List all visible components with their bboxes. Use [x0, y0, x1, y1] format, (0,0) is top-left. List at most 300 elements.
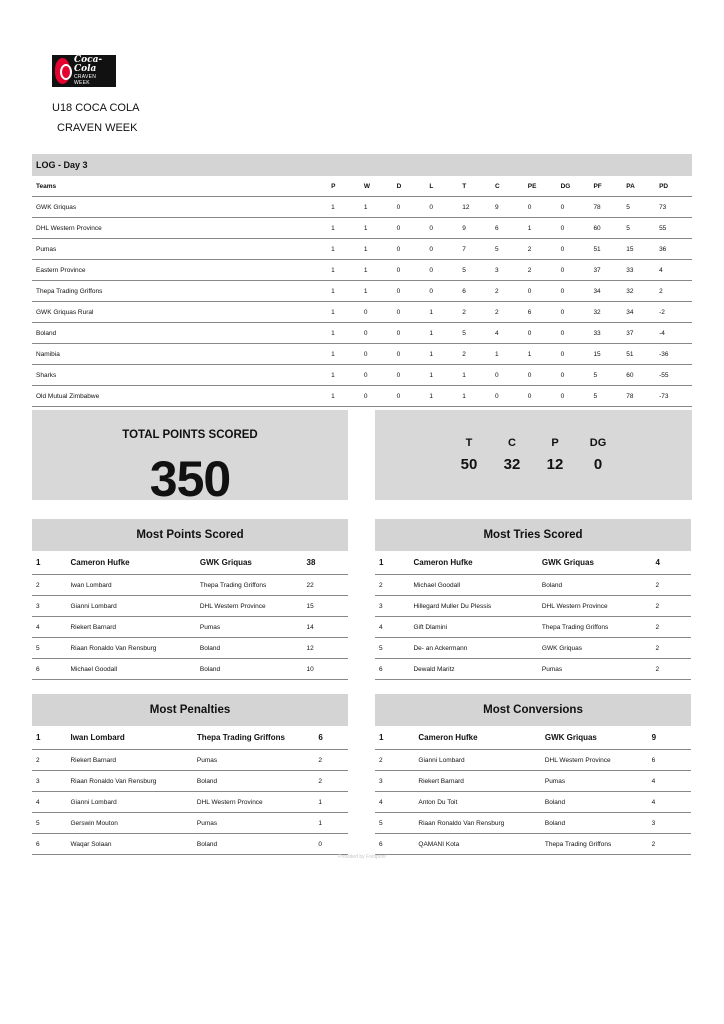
breakdown-drop-goals: [578, 437, 618, 473]
table-row: [375, 792, 691, 813]
stat-cell: 2: [528, 239, 561, 260]
player-name-cell: Riekert Barnard: [418, 771, 544, 792]
rank-cell: 5: [375, 638, 413, 659]
stat-cell: 0: [397, 239, 430, 260]
stat-cell: 1: [331, 239, 364, 260]
team-name-cell: Boland: [197, 771, 318, 792]
stat-cell: 1: [364, 197, 397, 218]
stat-cell: 1: [364, 218, 397, 239]
value-cell: 12: [307, 638, 348, 659]
table-row: [32, 302, 692, 323]
team-name-cell: Old Mutual Zimbabwe: [32, 386, 331, 407]
table-row: [32, 726, 348, 750]
breakdown-tries: [449, 437, 489, 473]
rank-cell: 2: [32, 575, 70, 596]
player-name-cell: De- an Ackermann: [413, 638, 541, 659]
breakdown-label: C: [508, 437, 516, 449]
stat-cell: 0: [429, 218, 462, 239]
rank-cell: 2: [32, 750, 70, 771]
log-column-header: PA: [626, 176, 659, 197]
rank-cell: 6: [32, 659, 70, 680]
stat-cell: 1: [495, 344, 528, 365]
most-points-section: [32, 519, 348, 680]
stat-cell: 0: [429, 260, 462, 281]
value-cell: 2: [318, 750, 348, 771]
rank-cell: 1: [375, 551, 413, 575]
table-row: [375, 771, 691, 792]
team-name-cell: Eastern Province: [32, 260, 331, 281]
table-row: [32, 792, 348, 813]
stat-cell: 0: [528, 323, 561, 344]
value-cell: 9: [652, 726, 691, 750]
player-name-cell: Cameron Hufke: [70, 551, 199, 575]
team-name-cell: Boland: [542, 575, 656, 596]
page-title-line-1: U18 COCA COLA: [52, 102, 140, 114]
rank-cell: 3: [32, 596, 70, 617]
team-name-cell: Boland: [197, 834, 318, 855]
stat-cell: 5: [593, 365, 626, 386]
most-conversions-table: [375, 726, 691, 855]
stat-cell: 0: [397, 386, 430, 407]
table-row: [32, 344, 692, 365]
stat-cell: 33: [626, 260, 659, 281]
stat-cell: 1: [331, 344, 364, 365]
stat-cell: 0: [561, 365, 594, 386]
log-body: [32, 197, 692, 407]
table-row: [32, 659, 348, 680]
stat-cell: 78: [626, 386, 659, 407]
team-name-cell: Pumas: [197, 750, 318, 771]
page-title-line-2: CRAVEN WEEK: [57, 122, 138, 134]
table-row: [375, 726, 691, 750]
table-row: [32, 386, 692, 407]
team-name-cell: GWK Griquas Rural: [32, 302, 331, 323]
player-name-cell: Gianni Lombard: [70, 596, 199, 617]
log-heading: LOG - Day 3: [32, 154, 692, 176]
player-name-cell: Riekert Barnard: [70, 617, 199, 638]
team-name-cell: Boland: [545, 792, 652, 813]
table-row: [375, 596, 691, 617]
team-name-cell: GWK Griquas: [545, 726, 652, 750]
stat-cell: -73: [659, 386, 692, 407]
logo-brand: Coca-Cola: [73, 55, 103, 74]
player-name-cell: Iwan Lombard: [70, 726, 196, 750]
stat-cell: 0: [561, 302, 594, 323]
table-row: [32, 239, 692, 260]
stat-cell: 5: [462, 260, 495, 281]
stat-cell: 60: [593, 218, 626, 239]
stat-cell: 0: [561, 260, 594, 281]
stat-cell: 1: [429, 323, 462, 344]
logo-sub-1: CRAVEN: [73, 74, 97, 80]
stat-cell: 5: [495, 239, 528, 260]
stat-cell: 32: [593, 302, 626, 323]
stat-cell: 1: [331, 365, 364, 386]
table-row: [32, 197, 692, 218]
rank-cell: 2: [375, 575, 413, 596]
value-cell: 4: [652, 771, 691, 792]
stat-cell: 0: [528, 365, 561, 386]
table-row: [32, 575, 348, 596]
table-row: [375, 813, 691, 834]
rank-cell: 3: [375, 596, 413, 617]
stat-cell: 5: [462, 323, 495, 344]
player-name-cell: Riaan Ronaldo Van Rensburg: [418, 813, 544, 834]
team-name-cell: Namibia: [32, 344, 331, 365]
stat-cell: 2: [659, 281, 692, 302]
table-row: [32, 365, 692, 386]
team-name-cell: Boland: [200, 638, 307, 659]
stat-cell: 0: [397, 197, 430, 218]
rank-cell: 4: [32, 617, 70, 638]
player-name-cell: Gift Dlamini: [413, 617, 541, 638]
stat-cell: 73: [659, 197, 692, 218]
total-points-label: TOTAL POINTS SCORED: [122, 429, 258, 441]
stat-cell: 34: [626, 302, 659, 323]
value-cell: 0: [318, 834, 348, 855]
stat-cell: 1: [462, 365, 495, 386]
rank-cell: 6: [375, 834, 418, 855]
logo-sub-2: WEEK: [73, 80, 90, 86]
stat-cell: 3: [495, 260, 528, 281]
player-name-cell: Cameron Hufke: [413, 551, 541, 575]
breakdown-value: 12: [546, 456, 564, 473]
stat-cell: 1: [331, 386, 364, 407]
team-name-cell: Thepa Trading Griffons: [197, 726, 318, 750]
logo-emblem-icon: [55, 58, 70, 84]
log-column-header: L: [429, 176, 462, 197]
team-name-cell: Thepa Trading Griffons: [32, 281, 331, 302]
most-conversions-heading: Most Conversions: [375, 694, 691, 726]
rank-cell: 5: [375, 813, 418, 834]
stat-cell: 1: [528, 344, 561, 365]
log-table-section: [32, 154, 692, 407]
team-name-cell: GWK Griquas: [200, 551, 307, 575]
value-cell: 4: [656, 551, 692, 575]
stat-cell: 15: [593, 344, 626, 365]
rank-cell: 4: [375, 792, 418, 813]
team-name-cell: DHL Western Province: [200, 596, 307, 617]
breakdown-value: 32: [503, 456, 521, 473]
stat-cell: 7: [462, 239, 495, 260]
table-row: [375, 750, 691, 771]
rank-cell: 4: [32, 792, 70, 813]
stat-cell: 0: [397, 302, 430, 323]
table-row: [375, 575, 691, 596]
stat-cell: 1: [429, 386, 462, 407]
rank-cell: 1: [32, 726, 70, 750]
table-row: [375, 638, 691, 659]
value-cell: 2: [656, 596, 692, 617]
rank-cell: 6: [32, 834, 70, 855]
stat-cell: 1: [331, 323, 364, 344]
stat-cell: 37: [593, 260, 626, 281]
rank-cell: 3: [32, 771, 70, 792]
log-column-header: D: [397, 176, 430, 197]
stat-cell: 0: [429, 239, 462, 260]
team-name-cell: GWK Griquas: [32, 197, 331, 218]
log-column-header: C: [495, 176, 528, 197]
stat-cell: 55: [659, 218, 692, 239]
total-points-value: 350: [149, 451, 231, 507]
stat-cell: 0: [397, 344, 430, 365]
most-conversions-section: [375, 694, 691, 855]
team-name-cell: Sharks: [32, 365, 331, 386]
most-points-heading: Most Points Scored: [32, 519, 348, 551]
stat-cell: 5: [626, 218, 659, 239]
log-column-header: W: [364, 176, 397, 197]
team-name-cell: GWK Griquas: [542, 638, 656, 659]
stat-cell: 2: [528, 260, 561, 281]
stat-cell: 0: [364, 302, 397, 323]
team-name-cell: Boland: [545, 813, 652, 834]
log-table: [32, 176, 692, 407]
value-cell: 4: [652, 792, 691, 813]
value-cell: 2: [656, 638, 692, 659]
stat-cell: 34: [593, 281, 626, 302]
stat-cell: 51: [593, 239, 626, 260]
stat-cell: 0: [561, 197, 594, 218]
player-name-cell: Michael Goodall: [70, 659, 199, 680]
stat-cell: 0: [397, 365, 430, 386]
stat-cell: 1: [429, 344, 462, 365]
player-name-cell: Anton Du Toit: [418, 792, 544, 813]
table-row: [32, 323, 692, 344]
table-row: [375, 551, 691, 575]
log-column-header: PF: [593, 176, 626, 197]
team-name-cell: Pumas: [542, 659, 656, 680]
most-penalties-section: [32, 694, 348, 855]
player-name-cell: QAMANI Kota: [418, 834, 544, 855]
stat-cell: 9: [462, 218, 495, 239]
breakdown-value: 50: [460, 456, 478, 473]
value-cell: 2: [656, 659, 692, 680]
value-cell: 1: [318, 813, 348, 834]
team-name-cell: Pumas: [32, 239, 331, 260]
team-name-cell: Thepa Trading Griffons: [542, 617, 656, 638]
stat-cell: 0: [528, 197, 561, 218]
team-name-cell: Boland: [32, 323, 331, 344]
stat-cell: 9: [495, 197, 528, 218]
rank-cell: 5: [32, 638, 70, 659]
most-penalties-table: [32, 726, 348, 855]
stat-cell: 33: [593, 323, 626, 344]
player-name-cell: Dewald Maritz: [413, 659, 541, 680]
stat-cell: 2: [495, 302, 528, 323]
stat-cell: 0: [397, 281, 430, 302]
stat-cell: 0: [561, 218, 594, 239]
log-column-header: PD: [659, 176, 692, 197]
player-name-cell: Gerswin Mouton: [70, 813, 196, 834]
stat-cell: 2: [462, 344, 495, 365]
value-cell: 2: [318, 771, 348, 792]
player-name-cell: Hillegard Muller Du Plessis: [413, 596, 541, 617]
log-column-header: PE: [528, 176, 561, 197]
player-name-cell: Michael Goodall: [413, 575, 541, 596]
value-cell: 14: [307, 617, 348, 638]
log-column-header: P: [331, 176, 364, 197]
stat-cell: 60: [626, 365, 659, 386]
player-name-cell: Waqar Solaan: [70, 834, 196, 855]
stat-cell: 78: [593, 197, 626, 218]
stat-cell: 1: [331, 197, 364, 218]
footer-credit: Provided by Footprint: [338, 854, 386, 860]
stat-cell: 1: [462, 386, 495, 407]
stat-cell: 6: [495, 218, 528, 239]
most-tries-heading: Most Tries Scored: [375, 519, 691, 551]
table-row: [375, 617, 691, 638]
rank-cell: 6: [375, 659, 413, 680]
stat-cell: 0: [429, 197, 462, 218]
stat-cell: 1: [429, 365, 462, 386]
breakdown-label: DG: [589, 437, 607, 449]
stat-cell: 0: [429, 281, 462, 302]
team-name-cell: Pumas: [200, 617, 307, 638]
stat-cell: 0: [397, 323, 430, 344]
breakdown-value: 0: [593, 456, 603, 473]
player-name-cell: Riekert Barnard: [70, 750, 196, 771]
team-name-cell: DHL Western Province: [545, 750, 652, 771]
rank-cell: 2: [375, 750, 418, 771]
value-cell: 6: [318, 726, 348, 750]
stat-cell: 32: [626, 281, 659, 302]
rank-cell: 5: [32, 813, 70, 834]
table-row: [32, 771, 348, 792]
stat-cell: 0: [495, 386, 528, 407]
player-name-cell: Gianni Lombard: [418, 750, 544, 771]
stat-cell: 1: [331, 302, 364, 323]
stat-cell: 2: [462, 302, 495, 323]
table-row: [32, 281, 692, 302]
most-tries-section: [375, 519, 691, 680]
stat-cell: 0: [397, 218, 430, 239]
most-tries-table: [375, 551, 691, 680]
log-column-header: Teams: [32, 176, 331, 197]
stat-cell: 6: [528, 302, 561, 323]
stat-cell: 4: [495, 323, 528, 344]
log-column-header: T: [462, 176, 495, 197]
breakdown-penalties: [535, 437, 575, 473]
stat-cell: 1: [331, 260, 364, 281]
log-column-header: DG: [561, 176, 594, 197]
stat-cell: -2: [659, 302, 692, 323]
value-cell: 2: [656, 575, 692, 596]
table-row: [32, 834, 348, 855]
stat-cell: 37: [626, 323, 659, 344]
table-row: [32, 813, 348, 834]
table-row: [32, 638, 348, 659]
stat-cell: 0: [364, 323, 397, 344]
stat-cell: 5: [593, 386, 626, 407]
coca-cola-craven-week-logo: [52, 55, 116, 87]
stat-cell: 36: [659, 239, 692, 260]
score-breakdown-panel: [375, 410, 692, 500]
player-name-cell: Riaan Ronaldo Van Rensburg: [70, 638, 199, 659]
stat-cell: 0: [397, 260, 430, 281]
stat-cell: 0: [528, 386, 561, 407]
stat-cell: -36: [659, 344, 692, 365]
stat-cell: 0: [364, 344, 397, 365]
value-cell: 38: [307, 551, 348, 575]
stat-cell: 2: [495, 281, 528, 302]
stat-cell: 0: [561, 239, 594, 260]
stat-cell: 0: [561, 344, 594, 365]
rank-cell: 4: [375, 617, 413, 638]
stat-cell: 0: [364, 365, 397, 386]
logo-text: [74, 56, 116, 86]
stat-cell: 1: [331, 281, 364, 302]
rank-cell: 1: [375, 726, 418, 750]
team-name-cell: GWK Griquas: [542, 551, 656, 575]
stat-cell: 6: [462, 281, 495, 302]
stat-cell: 1: [528, 218, 561, 239]
team-name-cell: DHL Western Province: [542, 596, 656, 617]
stat-cell: 0: [495, 365, 528, 386]
player-name-cell: Cameron Hufke: [418, 726, 544, 750]
stat-cell: 0: [561, 323, 594, 344]
value-cell: 2: [652, 834, 691, 855]
table-row: [32, 596, 348, 617]
most-penalties-heading: Most Penalties: [32, 694, 348, 726]
value-cell: 3: [652, 813, 691, 834]
player-name-cell: Riaan Ronaldo Van Rensburg: [70, 771, 196, 792]
stat-cell: -55: [659, 365, 692, 386]
stat-cell: 51: [626, 344, 659, 365]
stat-cell: 0: [364, 386, 397, 407]
player-name-cell: Gianni Lombard: [70, 792, 196, 813]
stat-cell: 5: [626, 197, 659, 218]
table-row: [32, 617, 348, 638]
stat-cell: 1: [331, 218, 364, 239]
stat-cell: 0: [561, 281, 594, 302]
stat-cell: 0: [561, 386, 594, 407]
team-name-cell: Boland: [200, 659, 307, 680]
breakdown-label: T: [465, 437, 473, 449]
table-row: [32, 218, 692, 239]
team-name-cell: DHL Western Province: [197, 792, 318, 813]
table-row: [32, 260, 692, 281]
log-header-row: [32, 176, 692, 197]
stat-cell: 1: [364, 260, 397, 281]
stat-cell: 1: [429, 302, 462, 323]
stat-cell: 12: [462, 197, 495, 218]
table-row: [375, 659, 691, 680]
breakdown-conversions: [492, 437, 532, 473]
value-cell: 10: [307, 659, 348, 680]
rank-cell: 3: [375, 771, 418, 792]
team-name-cell: Thepa Trading Griffons: [545, 834, 652, 855]
total-points-panel: [32, 410, 348, 507]
value-cell: 15: [307, 596, 348, 617]
value-cell: 6: [652, 750, 691, 771]
stat-cell: 1: [364, 281, 397, 302]
stat-cell: -4: [659, 323, 692, 344]
table-row: [375, 834, 691, 855]
team-name-cell: Pumas: [545, 771, 652, 792]
stat-cell: 4: [659, 260, 692, 281]
breakdown-label: P: [551, 437, 559, 449]
player-name-cell: Iwan Lombard: [70, 575, 199, 596]
value-cell: 2: [656, 617, 692, 638]
most-points-table: [32, 551, 348, 680]
stat-cell: 15: [626, 239, 659, 260]
team-name-cell: DHL Western Province: [32, 218, 331, 239]
stat-cell: 1: [364, 239, 397, 260]
value-cell: 22: [307, 575, 348, 596]
team-name-cell: Pumas: [197, 813, 318, 834]
team-name-cell: Thepa Trading Griffons: [200, 575, 307, 596]
table-row: [32, 551, 348, 575]
